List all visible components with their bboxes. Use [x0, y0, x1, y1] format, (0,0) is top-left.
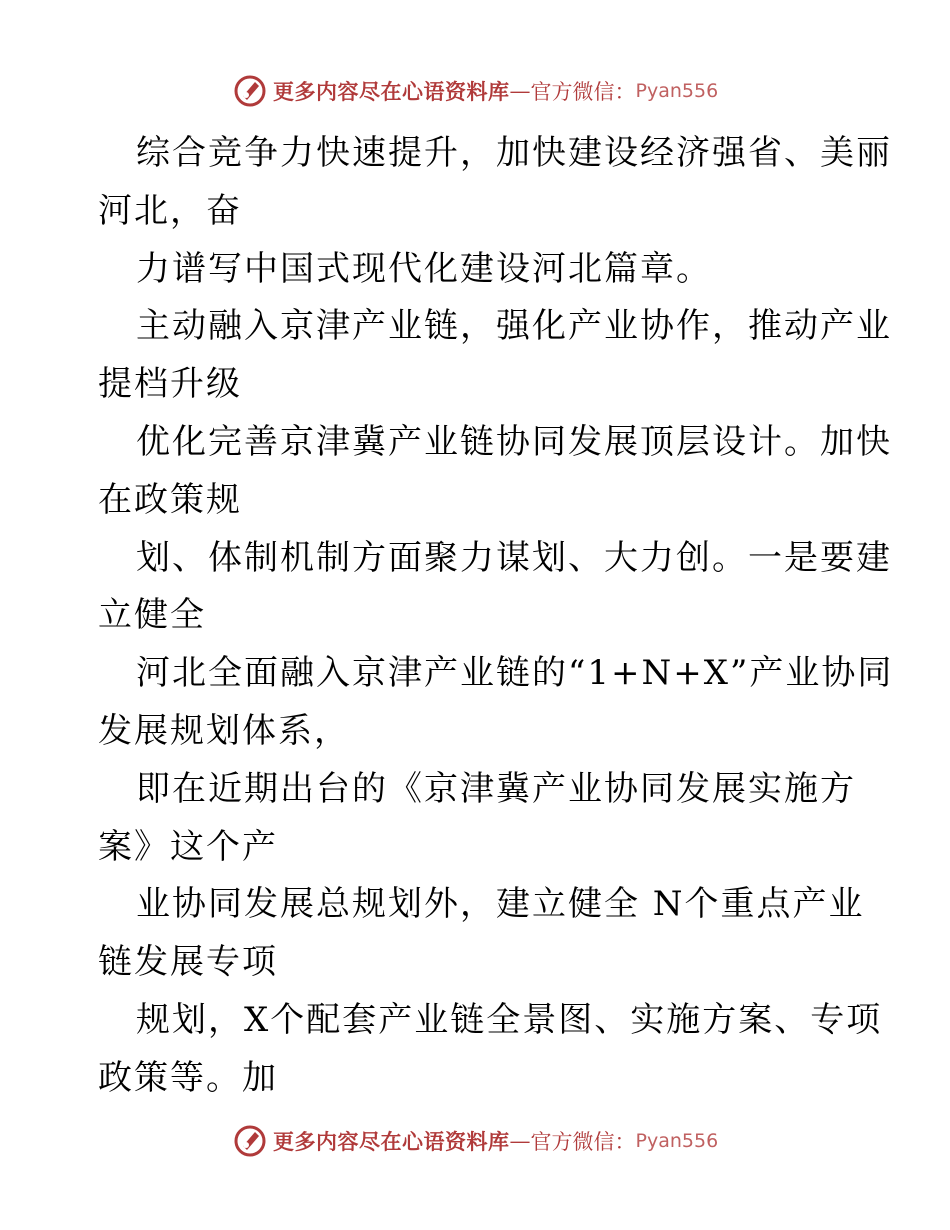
text-line: 立健全: [98, 595, 206, 636]
text-line: 主动融入京津产业链，强化产业协作，推动产业: [136, 306, 892, 347]
footer-watermark-banner: [233, 1122, 753, 1160]
banner-label: 官方微信：: [530, 80, 636, 104]
text-line: 即在近期出台的《京津冀产业协同发展实施方: [136, 768, 856, 809]
text-line: 河北全面融入京津产业链的“1+N+X”产业协同: [136, 653, 894, 694]
banner-wechat-id: Pyan556: [635, 1130, 719, 1152]
text-line: 业协同发展总规划外，建立健全 N个重点产业: [136, 884, 865, 925]
header-watermark-banner: [233, 72, 753, 110]
text-line: 规划，X个配套产业链全景图、实施方案、专项: [136, 999, 883, 1040]
text-line: 政策等。加: [98, 1057, 278, 1098]
banner-label: 官方微信：: [530, 1130, 636, 1154]
banner-main-text: 更多内容尽在心语资料库: [273, 79, 510, 104]
text-line: 优化完善京津冀产业链协同发展顶层设计。加快: [136, 421, 892, 462]
text-line: 发展规划体系，: [98, 710, 350, 751]
banner-wechat-id: Pyan556: [635, 80, 719, 102]
text-line: 力谱写中国式现代化建设河北篇章。: [136, 248, 712, 289]
banner-separator: —: [509, 1129, 531, 1153]
document-body: [98, 125, 894, 1108]
banner-main-text: 更多内容尽在心语资料库: [273, 1129, 510, 1154]
logo-icon: [233, 74, 267, 108]
logo-icon: [233, 1124, 267, 1158]
text-line: 链发展专项: [98, 942, 278, 983]
text-line: 河北，奋: [98, 190, 242, 231]
text-line: 提档升级: [98, 364, 242, 405]
text-line: 划、体制机制方面聚力谋划、大力创。一是要建: [136, 537, 892, 578]
banner-separator: —: [509, 79, 531, 103]
text-line: 综合竞争力快速提升，加快建设经济强省、美丽: [136, 133, 892, 173]
text-line: 在政策规: [98, 479, 242, 520]
text-line: 案》这个产: [98, 826, 278, 867]
